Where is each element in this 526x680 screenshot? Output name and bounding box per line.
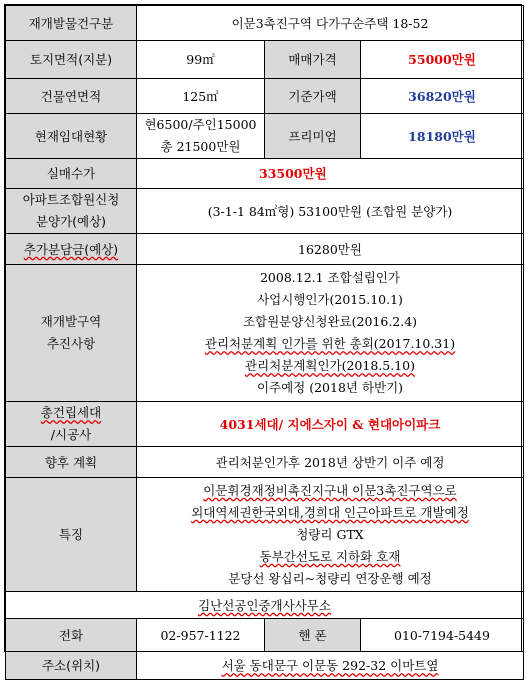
value-households: 4031세대/ 지에스자이 & 현대아이파크 bbox=[137, 402, 524, 447]
value-mobile: 010-7194-5449 bbox=[361, 619, 524, 652]
value-sale-price: 55000만원 bbox=[361, 41, 524, 79]
label-property-type: 재개발물건구분 bbox=[6, 6, 137, 41]
progress-line-text: 관리처분계획인가(2018.5.10) bbox=[245, 358, 415, 373]
feature-line bbox=[139, 546, 521, 568]
progress-line: 사업시행인가(2015.10.1) bbox=[257, 292, 403, 307]
progress-label-line-1: 재개발구역 bbox=[40, 314, 102, 329]
row-extra-cost bbox=[6, 234, 524, 265]
value-phone: 02-957-1122 bbox=[137, 619, 265, 652]
extra-cost-label-text: 추가분담금(예상) bbox=[23, 241, 119, 257]
progress-line: 조합원분양신청완료(2016.2.4) bbox=[242, 314, 418, 329]
value-premium: 18180만원 bbox=[361, 114, 524, 159]
value-base-value: 36820만원 bbox=[361, 79, 524, 114]
feature-line bbox=[139, 502, 521, 524]
label-premium: 프리미엄 bbox=[265, 114, 361, 159]
property-table bbox=[5, 5, 524, 680]
label-features: 특징 bbox=[6, 478, 137, 592]
progress-line-text: 관리처분계획 인가를 위한 총회(2017.10.31) bbox=[204, 336, 456, 351]
agency-name bbox=[6, 592, 524, 619]
agency-name-text: 김난선공인중개사사무소 bbox=[198, 597, 331, 613]
households-label-text: 총건립세대 bbox=[40, 405, 102, 420]
row-plan bbox=[6, 447, 524, 478]
lease-line-2: 총 21500만원 bbox=[160, 139, 241, 154]
property-info-sheet bbox=[4, 4, 522, 673]
progress-line: 이주예정 (2018년 하반기) bbox=[256, 380, 404, 395]
value-land-area: 99㎡ bbox=[137, 41, 265, 79]
label-extra-cost bbox=[6, 234, 137, 265]
progress-label-line-2: 추진사항 bbox=[46, 336, 96, 351]
progress-line bbox=[139, 333, 521, 355]
label-progress bbox=[6, 265, 137, 402]
row-agency bbox=[6, 592, 524, 619]
value-plan: 관리처분인가후 2018년 상반기 이주 예정 bbox=[137, 447, 524, 478]
value-progress bbox=[137, 265, 524, 402]
row-apt-price bbox=[6, 189, 524, 234]
label-land-area: 토지면적(지분) bbox=[6, 41, 137, 79]
label-sale-price: 매매가격 bbox=[265, 41, 361, 79]
address-text: 서울 동대문구 이문동 292-32 이마트옆 bbox=[221, 658, 439, 673]
row-land bbox=[6, 41, 524, 79]
value-property-type: 이문3촉진구역 다가구순주택 18-52 bbox=[137, 6, 524, 41]
label-lease-status: 현재임대현황 bbox=[6, 114, 137, 159]
row-progress bbox=[6, 265, 524, 402]
progress-line bbox=[139, 355, 521, 377]
value-extra-cost: 16280만원 bbox=[137, 234, 524, 265]
row-lease bbox=[6, 114, 524, 159]
row-title bbox=[6, 6, 524, 41]
feature-line: 청량리 GTX bbox=[296, 526, 364, 542]
row-actual-price bbox=[6, 159, 524, 189]
value-building-area: 125㎡ bbox=[137, 79, 265, 114]
label-plan: 향후 계획 bbox=[6, 447, 137, 478]
label-base-value: 기준가액 bbox=[265, 79, 361, 114]
label-households bbox=[6, 402, 137, 447]
label-phone: 전화 bbox=[6, 619, 137, 652]
row-building bbox=[6, 79, 524, 114]
row-contact bbox=[6, 619, 524, 652]
apt-label-line-1: 아파트조합원신청 bbox=[22, 192, 120, 207]
label-mobile: 핸 폰 bbox=[265, 619, 361, 652]
value-actual-price: 33500만원 bbox=[137, 159, 524, 189]
feature-line-text: 동부간선도로 지하화 호재 bbox=[259, 548, 401, 564]
label-building-area: 건물연면적 bbox=[6, 79, 137, 114]
lease-line-1: 현6500/주인15000 bbox=[144, 117, 257, 132]
households-label-line-1 bbox=[8, 402, 134, 424]
row-households bbox=[6, 402, 524, 447]
households-label-line-2: /시공사 bbox=[50, 427, 92, 442]
value-lease-status bbox=[137, 114, 265, 159]
apt-label-line-2: 분양가(예상) bbox=[35, 214, 107, 229]
value-apt-price: (3-1-1 84㎡형) 53100만원 (조합원 분양가) bbox=[137, 189, 524, 234]
row-features bbox=[6, 478, 524, 592]
feature-line: 분당선 왕십리~청량리 연장운행 예정 bbox=[228, 570, 432, 586]
value-features bbox=[137, 478, 524, 592]
progress-line: 2008.12.1 조합설립인가 bbox=[259, 270, 401, 285]
label-address: 주소(위치) bbox=[6, 652, 137, 680]
feature-line-text: 외대역세권한국외대,경희대 인근아파트로 개발예정 bbox=[191, 504, 469, 520]
feature-line bbox=[139, 480, 521, 502]
label-actual-price: 실매수가 bbox=[6, 159, 137, 189]
label-apt-price bbox=[6, 189, 137, 234]
feature-line-text: 이문휘경재정비촉진지구내 이문3촉진구역으로 bbox=[203, 482, 457, 498]
